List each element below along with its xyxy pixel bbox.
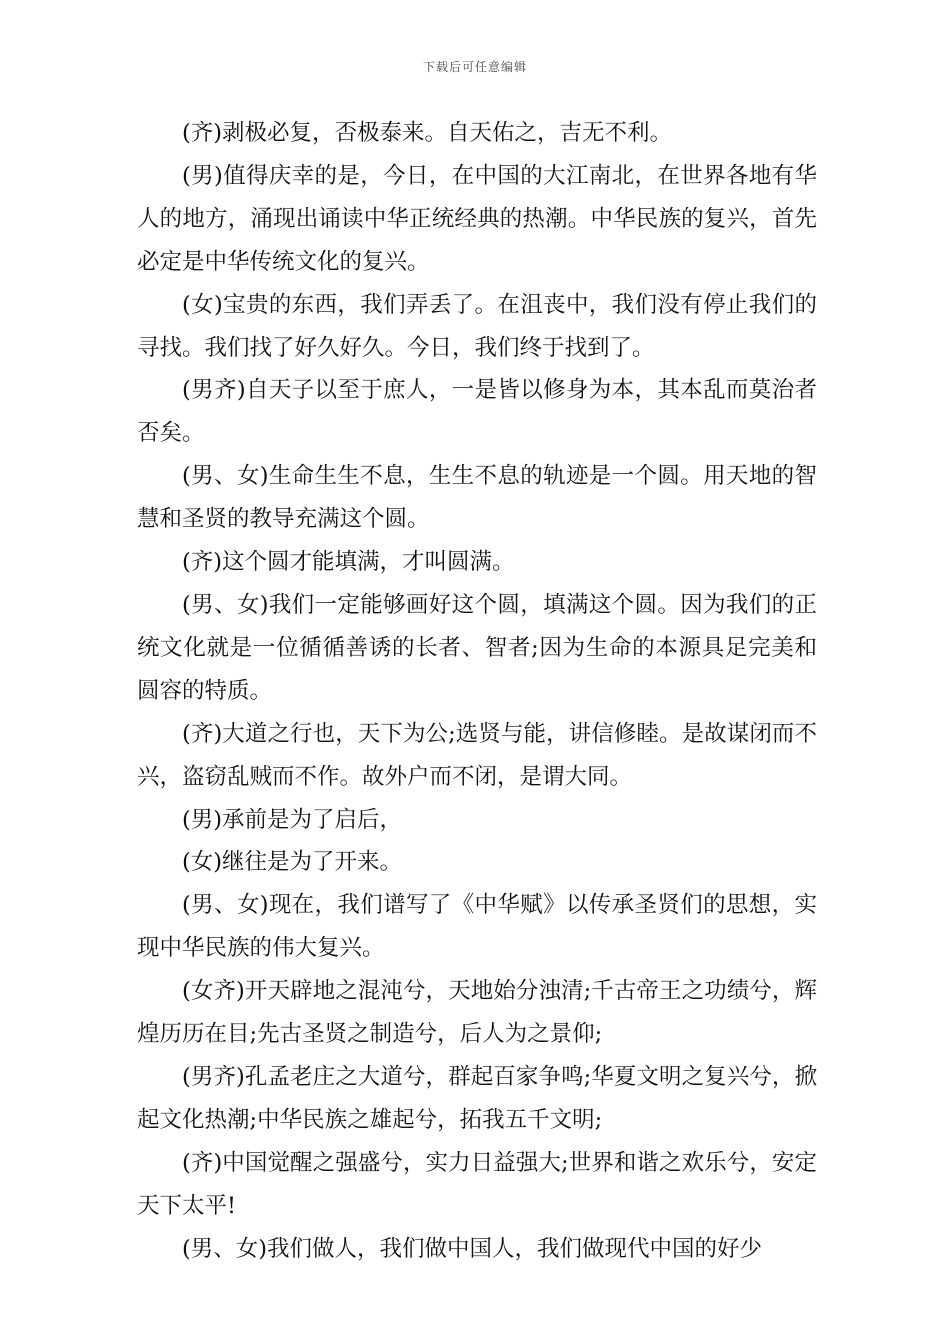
paragraph-5: (男、女)生命生生不息，生生不息的轨迹是一个圆。用天地的智慧和圣贤的教导充满这个圆。 [137,463,817,533]
paragraph-4: (男齐)自天子以至于庶人，一是皆以修身为本，其本乱而莫治者否矣。 [137,377,817,447]
paragraph-12: (女齐)开天辟地之混沌兮，天地始分浊清;千古帝王之功绩兮，辉煌历历在目;先古圣贤之制造兮，后人为之景仰; [137,978,817,1048]
paragraph-13: (男齐)孔孟老庄之大道兮，群起百家争鸣;华夏文明之复兴兮，掀起文化热潮;中华民族之雄起兮，拓我五千文明; [137,1063,817,1133]
paragraph-15: (男、女)我们做人，我们做中国人，我们做现代中国的好少 [182,1235,763,1262]
paragraph-11: (男、女)现在，我们谱写了《中华赋》以传承圣贤们的思想，实现中华民族的伟大复兴。 [137,892,817,962]
paragraph-8: (齐)大道之行也，天下为公;选贤与能，讲信修睦。是故谋闭而不兴，盗窃乱贼而不作。故外户而不闭，是谓大同。 [137,720,817,790]
page-header: 下载后可任意编辑 [422,60,527,74]
paragraph-7: (男、女)我们一定能够画好这个圆，填满这个圆。因为我们的正统文化就是一位循循善诱的长者、智者;因为生命的本源具足完美和圆容的特质。 [137,591,817,704]
paragraph-10: (女)继往是为了开来。 [182,849,403,876]
paragraph-1: (齐)剥极必复，否极泰来。自天佑之，吉无不利。 [182,120,673,146]
paragraph-6: (齐)这个圆才能填满，才叫圆满。 [182,549,515,576]
paragraph-9: (男)承前是为了启后， [182,806,403,833]
paragraph-14: (齐)中国觉醒之强盛兮，实力日益强大;世界和谐之欢乐兮，安定天下太平! [137,1149,817,1219]
document-body [137,112,817,1270]
paragraph-2: (男)值得庆幸的是，今日，在中国的大江南北，在世界各地有华人的地方，涌现出诵读中华正统经典的热潮。中华民族的复兴，首先必定是中华传统文化的复兴。 [137,162,817,275]
paragraph-3: (女)宝贵的东西，我们弄丢了。在沮丧中，我们没有停止我们的寻找。我们找了好久好久。今日，我们终于找到了。 [137,291,817,361]
